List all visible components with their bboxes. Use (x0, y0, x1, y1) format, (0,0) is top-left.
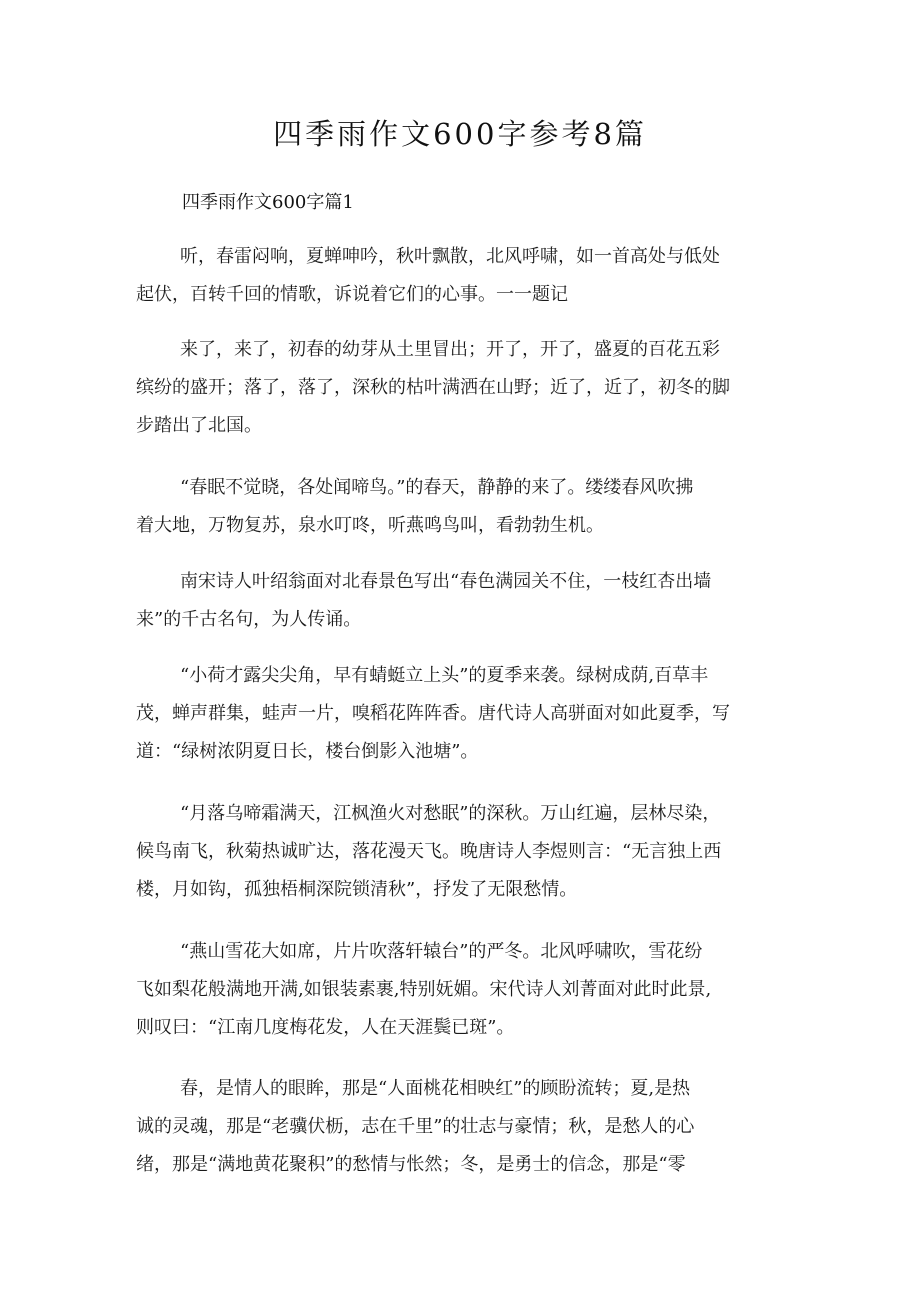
paragraph-line: 听，春雷闷响，夏蝉呻吟，秋叶飘散，北风呼啸，如一首高处与低处 (180, 246, 720, 267)
paragraph-3 (136, 469, 796, 545)
paragraph-line: 诚的灵魂，那是“老骥伏枥，志在千里”的壮志与豪情；秋，是愁人的心 (136, 1116, 695, 1137)
paragraph-line: “月落乌啼霜满天，江枫渔火对愁眠”的深秋。万山红遍，层林尽染， (180, 803, 721, 824)
paragraph-line: 缤纷的盛开；落了，落了，深秋的枯叶满洒在山野；近了，近了，初冬的脚 (136, 377, 730, 398)
paragraph-line: 来了，来了，初春的幼芽从土里冒出；开了，开了，盛夏的百花五彩 (180, 339, 720, 360)
paragraph-7 (136, 933, 796, 1047)
paragraph-line: 南宋诗人叶绍翁面对北春景色写出“春色满园关不住，一枝红杏出墙 (180, 571, 712, 592)
paragraph-line: 则叹曰：“江南几度梅花发，人在天涯鬓已斑”。 (136, 1017, 515, 1038)
paragraph-line: 道：“绿树浓阴夏日长，楼台倒影入池塘”。 (136, 741, 479, 762)
paragraph-line: 候鸟南飞，秋菊热诚旷达，落花漫天飞。晚唐诗人李煜则言：“无言独上西 (136, 841, 722, 862)
paragraph-line: 着大地，万物复苏，泉水叮咚，听燕鸣鸟叫，看勃勃生机。 (136, 515, 604, 536)
paragraph-line: 绪，那是“满地黄花聚积”的愁情与怅然；冬，是勇士的信念，那是“零 (136, 1154, 686, 1175)
paragraph-8 (136, 1070, 796, 1184)
paragraph-line: “小荷才露尖尖角，早有蜻蜓立上头”的夏季来袭。绿树成荫,百草丰 (180, 665, 709, 686)
paragraph-6 (136, 795, 796, 909)
paragraph-line: 春，是情人的眼眸，那是“人面桃花相映红”的顾盼流转；夏,是热 (180, 1078, 691, 1099)
section-heading: 四季雨作文600字篇1 (182, 192, 354, 213)
document-title: 四季雨作文600字参考8篇 (273, 117, 647, 151)
paragraph-2 (136, 331, 796, 445)
paragraph-line: 来”的千古名句，为人传诵。 (136, 609, 362, 630)
paragraph-line: “春眠不觉晓，各处闻啼鸟。”的春天，静静的来了。缕缕春风吹拂 (180, 477, 694, 498)
paragraph-5 (136, 657, 796, 771)
paragraph-1 (136, 238, 796, 314)
paragraph-line: 起伏，百转千回的情歌，诉说着它们的心事。一一题记 (136, 284, 568, 305)
paragraph-line: 楼，月如钩，孤独梧桐深院锁清秋”，抒发了无限愁情。 (136, 879, 578, 900)
paragraph-line: “燕山雪花大如席，片片吹落轩辕台”的严冬。北风呼啸吹，雪花纷 (180, 941, 703, 962)
paragraph-4 (136, 563, 796, 639)
paragraph-line: 步踏出了北国。 (136, 415, 262, 436)
paragraph-line: 茂，蝉声群集，蛙声一片，嗅稻花阵阵香。唐代诗人高骈面对如此夏季，写 (136, 703, 730, 724)
paragraph-line: 飞如梨花般满地开满,如银装素裹,特别妩媚。宋代诗人刘菁面对此时此景, (136, 979, 712, 1000)
